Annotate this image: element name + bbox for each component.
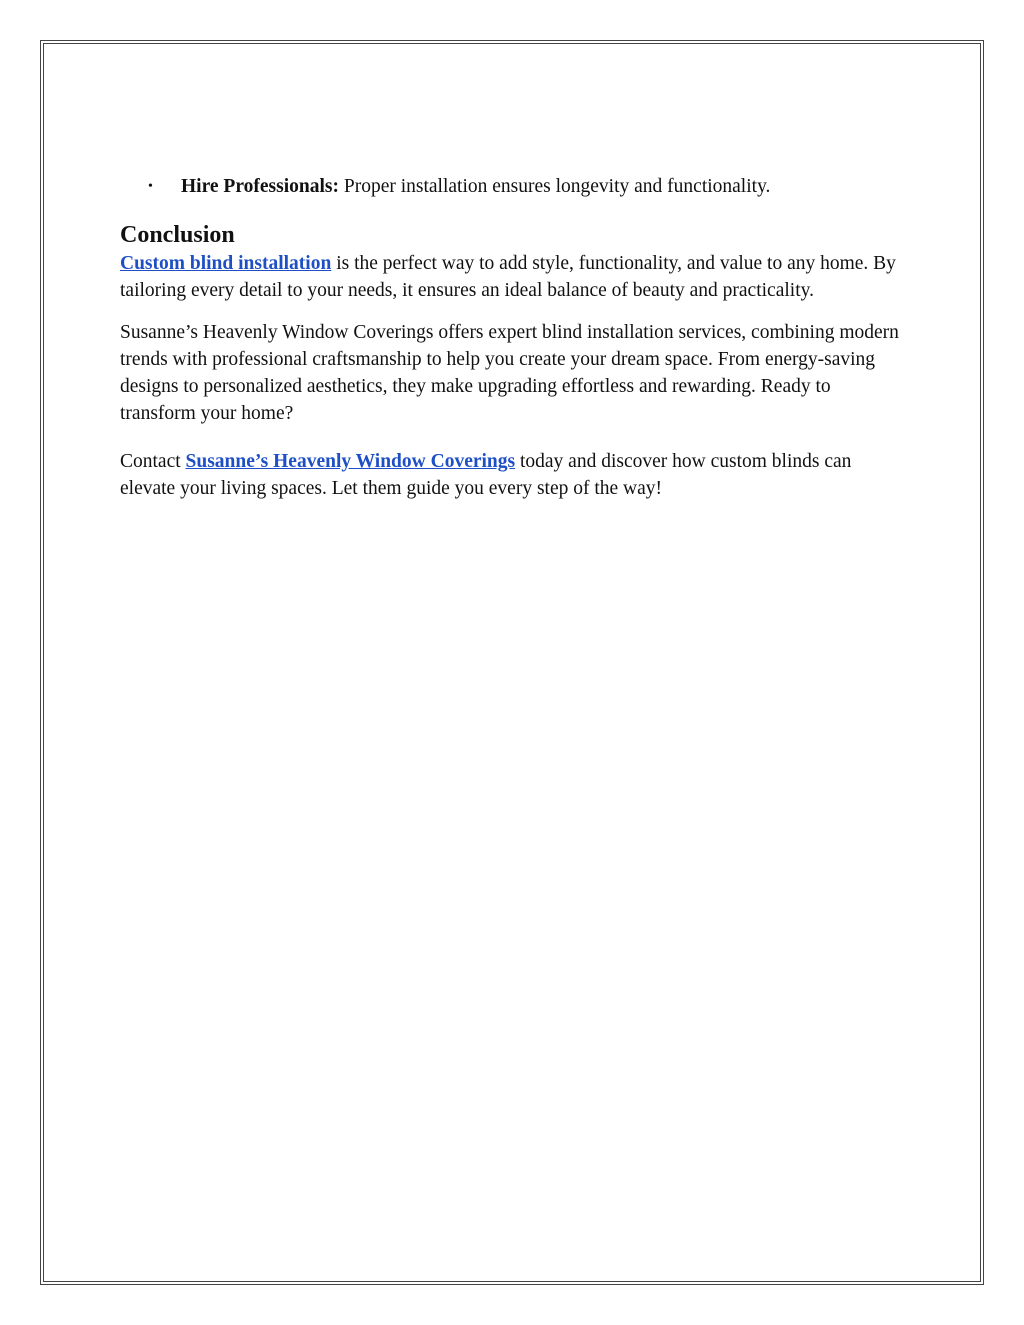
- list-item: [120, 172, 910, 202]
- bullet-text: Proper installation ensures longevity and functionality.: [338, 176, 771, 197]
- custom-blind-installation-link[interactable]: Custom blind installation: [120, 253, 332, 274]
- document-body: [120, 172, 910, 502]
- conclusion-paragraph-2: Susanne’s Heavenly Window Coverings offers expert blind installation services, combining modern trends with professional craftsmanship to help you create your dream space. From energy-saving designs to personalized aesthetics, they make upgrading effortless and rewarding. Ready to transform your home?: [120, 322, 899, 424]
- bullet-dot-icon: •: [148, 179, 153, 194]
- section-heading-conclusion: Conclusion: [120, 222, 235, 248]
- susannes-heavenly-window-coverings-link[interactable]: Susanne’s Heavenly Window Coverings: [185, 451, 516, 472]
- conclusion-paragraph-3: [120, 448, 910, 502]
- bullet-list: [120, 172, 910, 202]
- paragraph-1-text: is the perfect way to add style, functionality, and value to any home. By tailoring every detail to your needs, it ensures an ideal balance of beauty and practicality.: [120, 253, 896, 301]
- paragraph-3-lead: Contact: [120, 451, 186, 472]
- bullet-term: Hire Professionals:: [181, 176, 339, 197]
- paragraph-3-text: today and discover how custom blinds can elevate your living spaces. Let them guide you every step of the way!: [120, 451, 852, 499]
- conclusion-paragraph-1: [120, 250, 910, 304]
